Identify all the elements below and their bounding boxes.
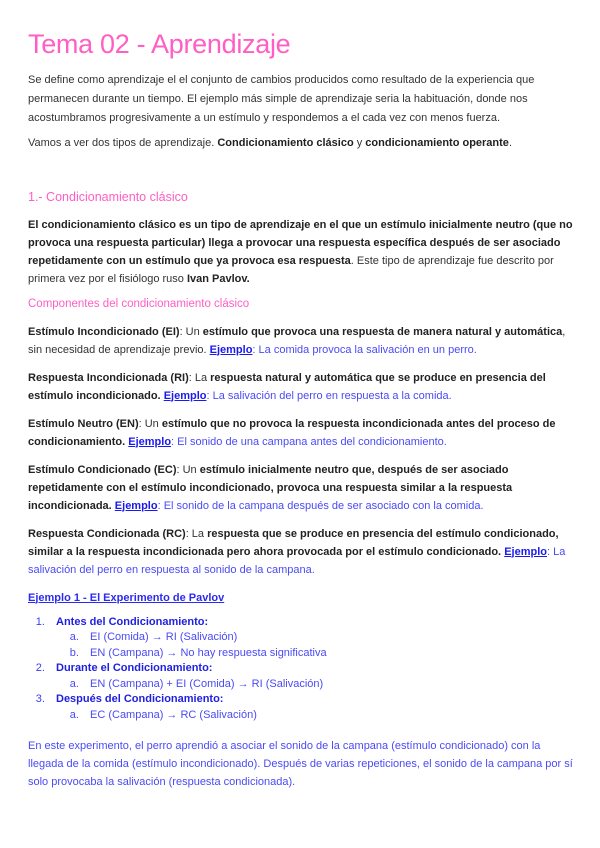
example-link[interactable]: Ejemplo — [504, 545, 547, 558]
text: : La — [188, 371, 211, 384]
types-paragraph — [28, 134, 576, 153]
example-link[interactable]: Ejemplo — [209, 343, 253, 356]
step-subitem: a. EN (Campana) + EI (Comida) → RI (Salivación) — [82, 677, 576, 693]
text: : Un — [179, 325, 203, 338]
text: . Este tipo de aprendizaje fue descrito por primera vez por el fisiólogo ruso — [28, 254, 554, 285]
example-text: : La salivación del perro en respuesta a la comida. — [206, 389, 452, 402]
example-text: : El sonido de la campana después de ser asociado con la comida. — [157, 499, 484, 512]
term: Respuesta Incondicionada (RI) — [28, 371, 189, 384]
example-heading-link[interactable]: Ejemplo 1 - El Experimento de Pavlov — [28, 591, 225, 604]
component-definition — [28, 525, 576, 579]
conclusion-paragraph: En este experimento, el perro aprendió a asociar el sonido de la campana (estímulo condicionado) con la llegada de la comida (estímulo incondicionado). Después de varias repeticiones, el sonido de la campana por sí solo provocaba la salivación (respuesta condicionada). — [28, 740, 573, 788]
step-subitem: b. EN (Campana) → No hay respuesta significativa — [82, 646, 576, 662]
step-item — [48, 661, 576, 692]
bold-text: Condicionamiento clásico — [217, 137, 354, 149]
subsection-heading: Componentes del condicionamiento clásico — [28, 297, 250, 310]
definition: estímulo inicialmente neutro que, después de ser asociado repetidamente con el estímulo incondicionado, provoca una respuesta similar a la respuesta incondicionada. — [28, 463, 513, 512]
example-text: : La salivación del perro en respuesta al sonido de la campana. — [28, 545, 566, 576]
example-link[interactable]: Ejemplo — [114, 499, 158, 512]
text: : Un — [138, 417, 162, 430]
step-label: Durante el Condicionamiento: — [56, 662, 213, 674]
page-title: Tema 02 - Aprendizaje — [28, 29, 291, 59]
step-label: Después del Condicionamiento: — [56, 693, 224, 705]
component-definition — [28, 415, 576, 451]
text: Vamos a ver dos tipos de aprendizaje. — [28, 137, 218, 149]
term: Respuesta Condicionada (RC) — [28, 527, 186, 540]
bold-text: El condicionamiento clásico es un tipo de aprendizaje en el que un estímulo inicialmente neutro (que no provoca una respuesta particular) llega a provocar una respuesta específica después de ser asociado repetidamente con un estímulo que ya provoca esa respuesta — [28, 218, 573, 267]
component-definition — [28, 323, 576, 359]
section-heading: 1.- Condicionamiento clásico — [28, 189, 188, 204]
term: Estímulo Condicionado (EC) — [28, 463, 177, 476]
intro-paragraph: Se define como aprendizaje el el conjunto de cambios producidos como resultado de la experiencia que permanecen durante un tiempo. El ejemplo más simple de aprendizaje seria la habituación, donde nos acostumbramos progresivamente a un estímulo y respondemos a el cada vez con menos fuerza. — [28, 74, 535, 124]
step-subitem: a. EC (Campana) → RC (Salivación) — [82, 708, 576, 724]
component-definition — [28, 369, 576, 405]
component-definition — [28, 461, 576, 515]
definition: respuesta natural y automática que se produce en presencia del estímulo incondicionado. — [28, 371, 546, 402]
text: : La — [185, 527, 208, 540]
text: y — [353, 137, 366, 149]
step-label: Antes del Condicionamiento: — [56, 615, 209, 628]
text: . — [508, 137, 512, 149]
steps-list — [28, 615, 576, 724]
example-link[interactable]: Ejemplo — [128, 435, 172, 448]
bold-text: condicionamiento operante — [365, 137, 509, 149]
step-item — [48, 615, 576, 662]
example-text: : La comida provoca la salivación en un perro. — [252, 343, 477, 356]
definition: respuesta que se produce en presencia del estímulo condicionado, similar a la respuesta incondicionada pero ahora provocada por el estímulo condicionado. — [28, 527, 559, 558]
components-list — [28, 323, 576, 579]
bold-text: Ivan Pavlov. — [186, 272, 250, 285]
term: Estímulo Incondicionado (EI) — [28, 325, 180, 338]
definition: estímulo que no provoca la respuesta incondicionada antes del proceso de condicionamiento. — [28, 417, 556, 448]
definition: estímulo que provoca una respuesta de manera natural y automática — [202, 325, 563, 338]
step-subitem: a. EI (Comida) → RI (Salivación) — [82, 630, 576, 646]
example-link[interactable]: Ejemplo — [163, 389, 207, 402]
text: , sin necesidad de aprendizaje previo. — [28, 325, 566, 356]
term: Estímulo Neutro (EN) — [28, 417, 139, 430]
step-item — [48, 692, 576, 723]
example-text: : El sonido de una campana antes del condicionamiento. — [171, 435, 447, 448]
section-intro — [28, 216, 576, 288]
text: : Un — [176, 463, 200, 476]
